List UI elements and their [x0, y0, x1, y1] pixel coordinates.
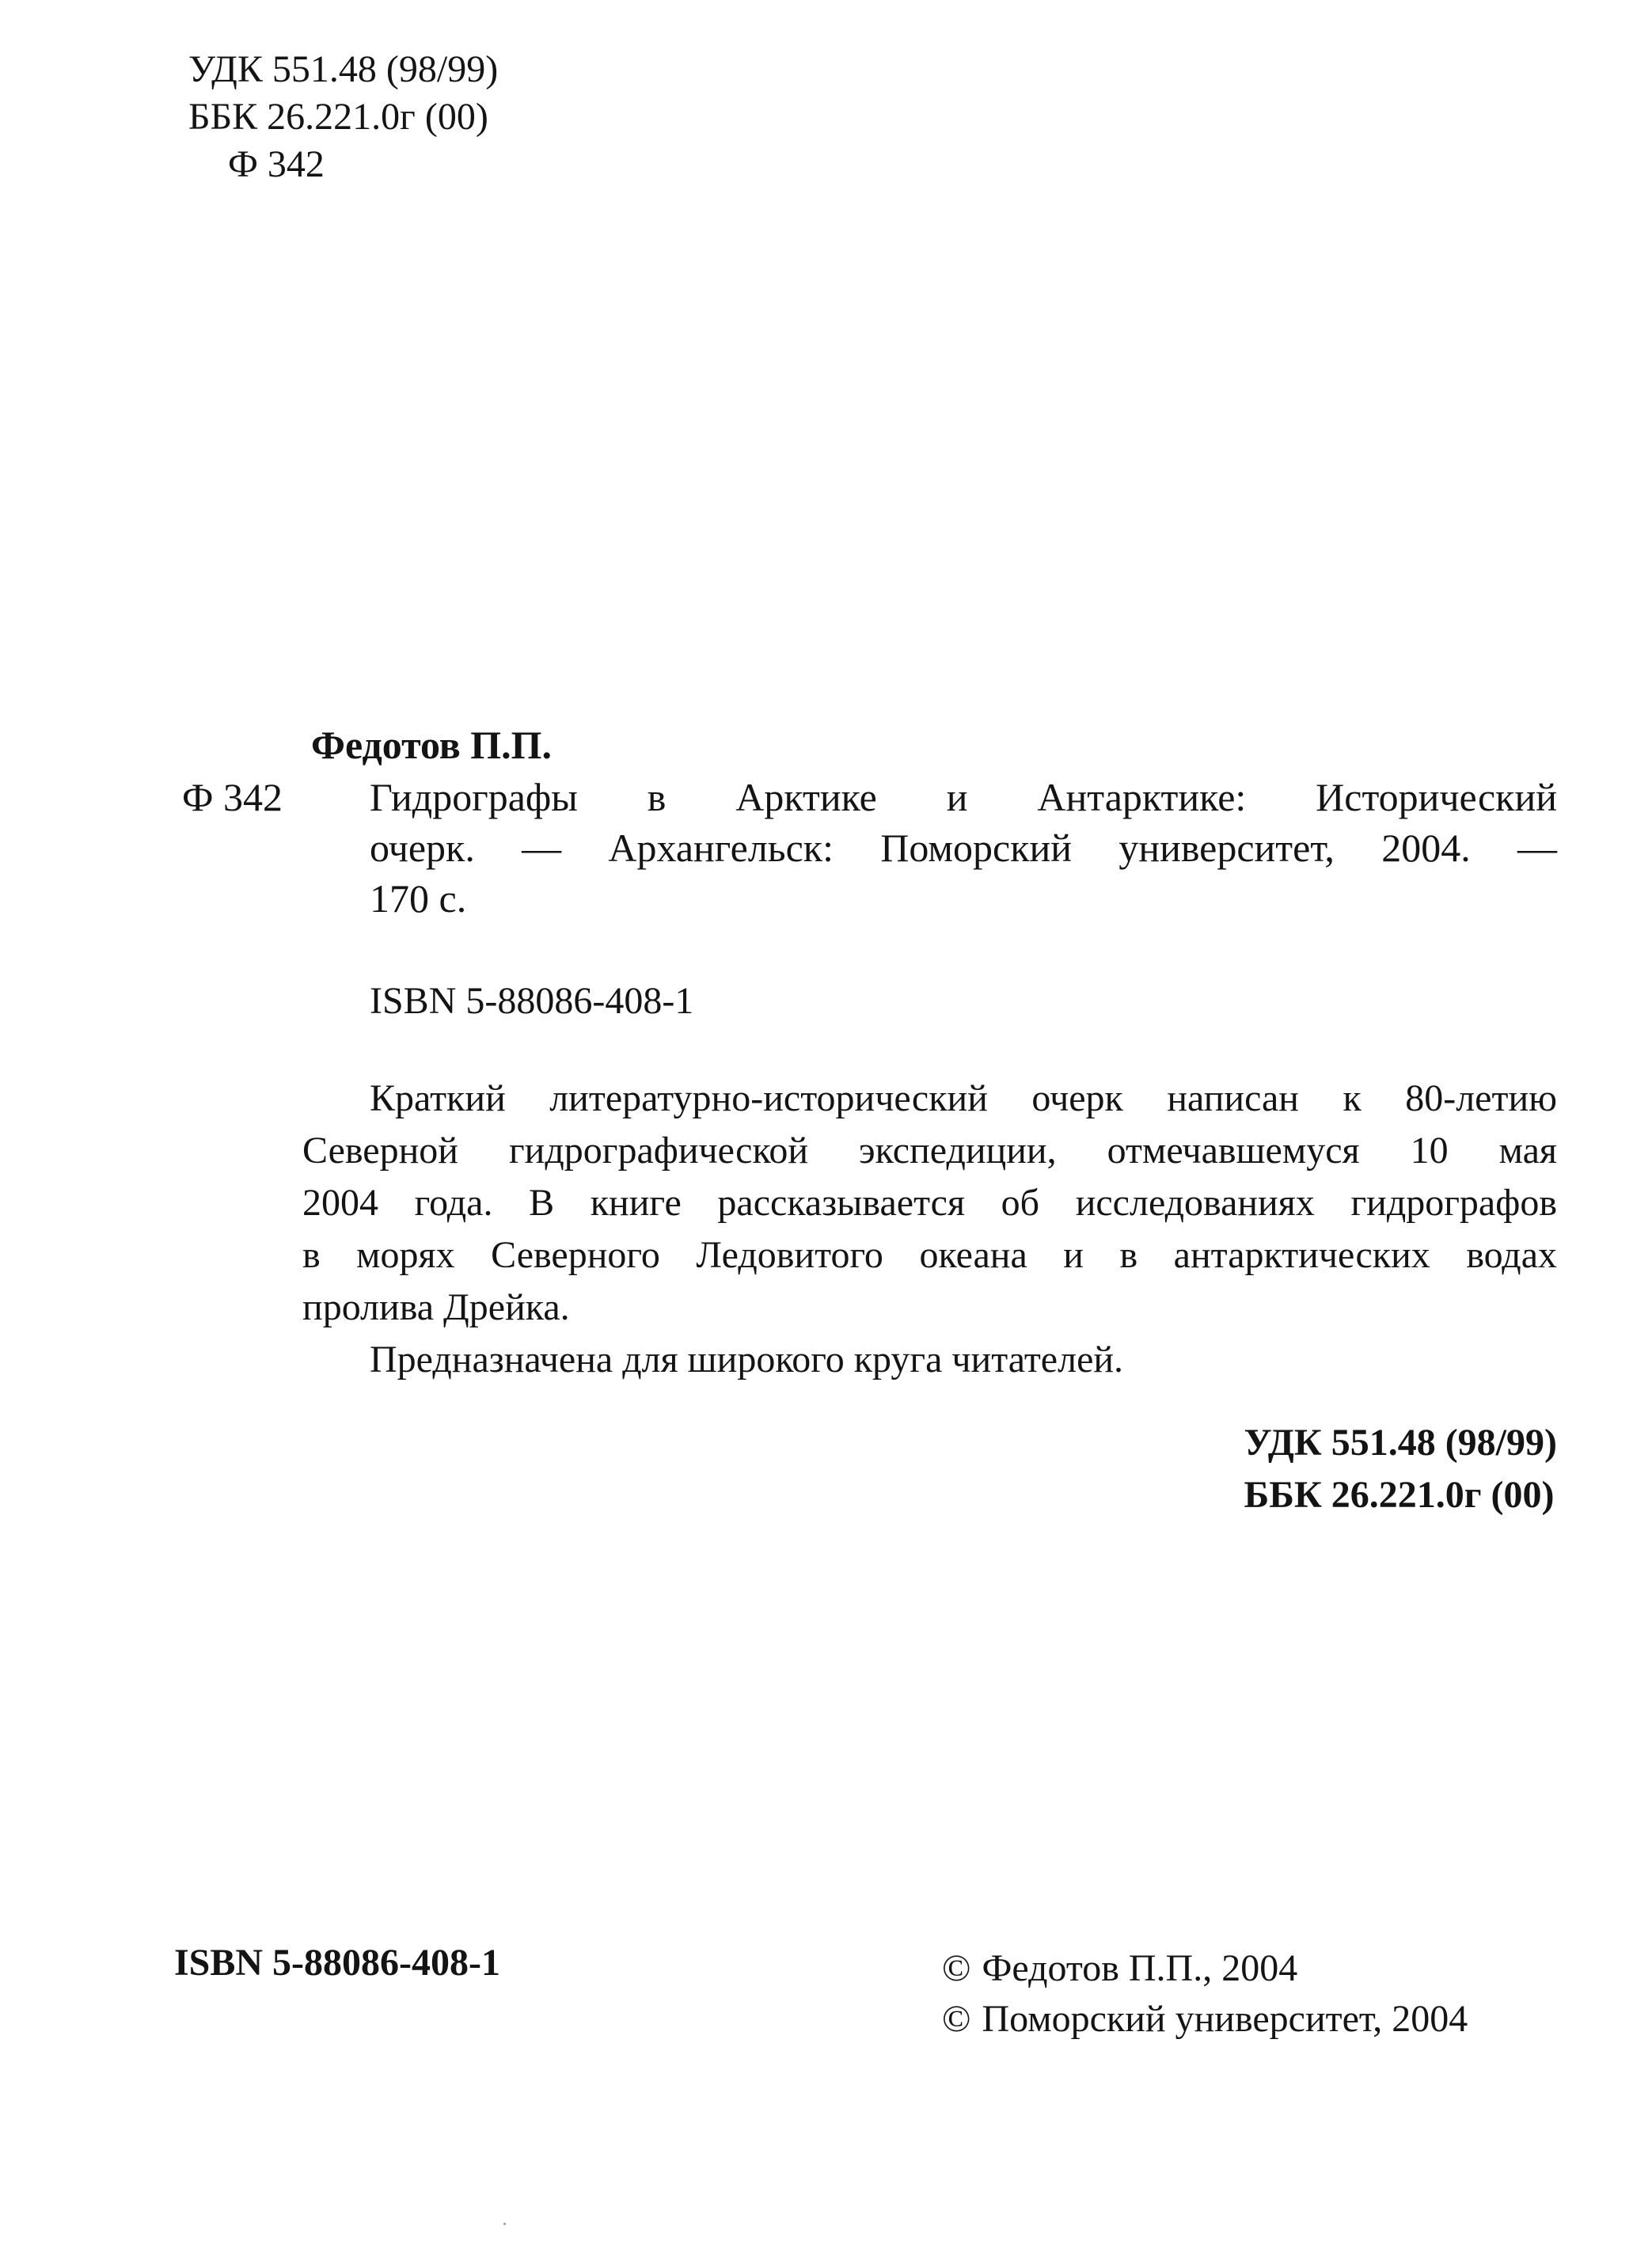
copyright-line — [942, 1994, 1468, 2045]
author-cipher: Ф 342 — [228, 143, 325, 185]
top-classification-block — [188, 46, 498, 188]
abstract-line: Краткий литературно-исторический очерк написан к 80-летию — [370, 1077, 1557, 1119]
bibliographic-line: Гидрографы в Арктике и Антарктике: Исторический — [370, 775, 1557, 819]
udk-code: УДК 551.48 (98/99) — [1244, 1422, 1557, 1464]
bbk-code: ББК 26.221.0г (00) — [188, 96, 488, 138]
isbn-entry: ISBN 5-88086-408-1 — [370, 980, 694, 1022]
bbk-code: ББК 26.221.0г (00) — [1244, 1474, 1555, 1516]
bibliographic-line: 170 с. — [370, 876, 467, 921]
right-classification-block — [1244, 1417, 1557, 1521]
copyright-symbol: © — [942, 1998, 971, 2040]
abstract-line: пролива Дрейка. — [302, 1286, 570, 1328]
bibliographic-description — [370, 772, 1557, 924]
copyright-holder: Федотов П.П., 2004 — [982, 1947, 1298, 1989]
abstract-line: 2004 года. В книге рассказывается об исследованиях гидрографов — [302, 1182, 1557, 1224]
bibliographic-cipher: Ф 342 — [182, 775, 283, 819]
abstract-line: в морях Северного Ледовитого океана и в антарктических водах — [302, 1234, 1557, 1276]
copyright-symbol: © — [942, 1947, 971, 1989]
copyright-line — [942, 1943, 1468, 1994]
isbn-bottom: ISBN 5-88086-408-1 — [174, 1942, 501, 1984]
abstract-line: Северной гидрографической экспедиции, отмечавшемуся 10 мая — [302, 1130, 1557, 1172]
udk-code: УДК 551.48 (98/99) — [188, 48, 499, 90]
abstract-block — [302, 1073, 1557, 1386]
scan-speck — [503, 2223, 506, 2225]
copyright-holder: Поморский университет, 2004 — [982, 1998, 1468, 2040]
author-name: Федотов П.П. — [311, 723, 553, 767]
bibliographic-line: очерк. — Архангельск: Поморский университет, 2004. — — [370, 826, 1557, 870]
copyright-block — [942, 1943, 1468, 2045]
audience-note: Предназначена для широкого круга читателей. — [370, 1339, 1124, 1380]
